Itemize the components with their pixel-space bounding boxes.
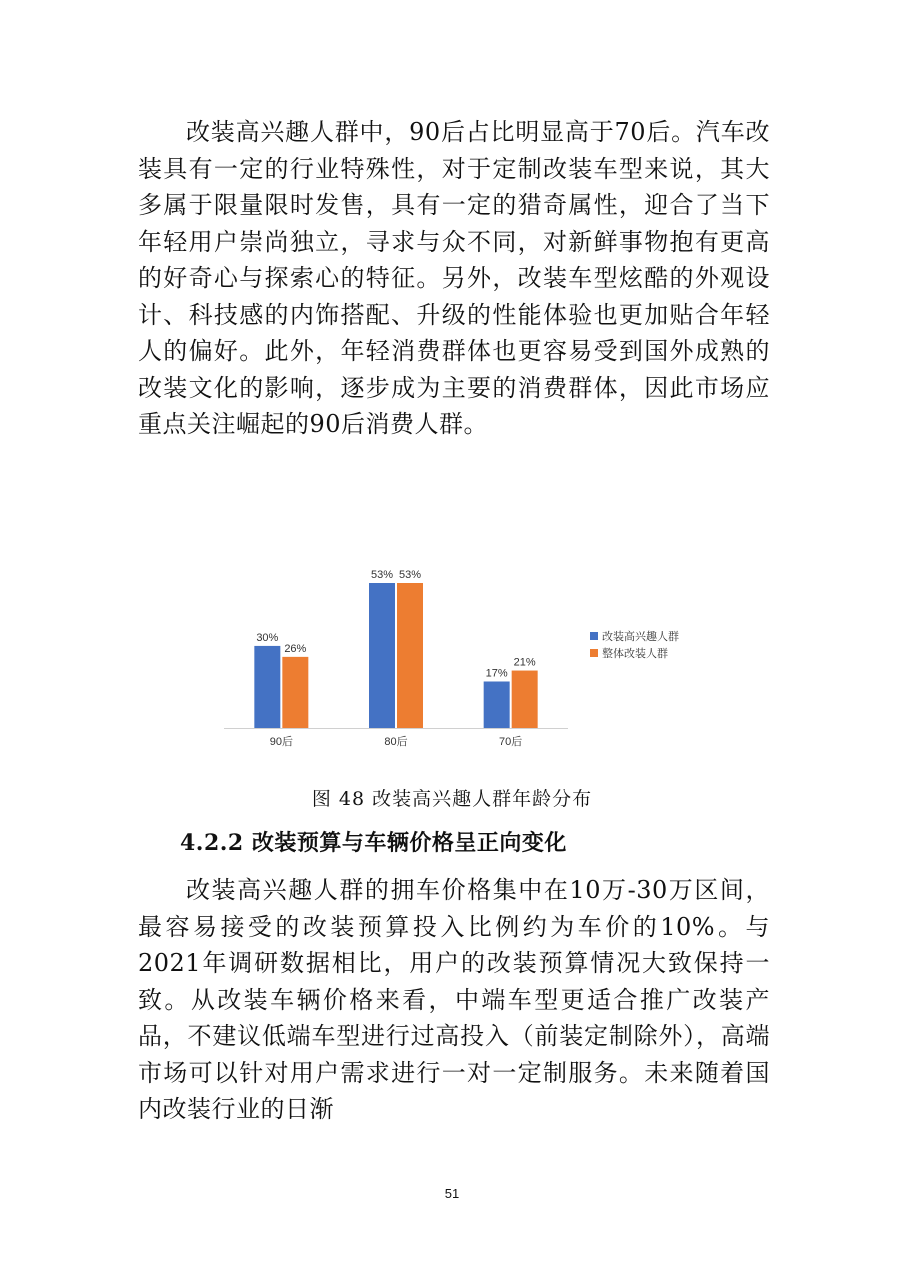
x-tick-label-90后: 90后 xyxy=(269,736,293,748)
data-label-90后-整体改装人群: 26% xyxy=(284,642,307,655)
bar-70后-改装高兴趣人群 xyxy=(484,681,510,728)
bar-80后-整体改装人群 xyxy=(397,583,423,728)
data-label-70后-改装高兴趣人群: 17% xyxy=(485,667,508,680)
data-label-90后-改装高兴趣人群: 30% xyxy=(256,631,279,644)
figure-caption: 图 48 改装高兴趣人群年龄分布 xyxy=(311,788,593,810)
data-label-70后-整体改装人群: 21% xyxy=(513,656,536,669)
legend-label-改装高兴趣人群: 改装高兴趣人群 xyxy=(602,631,679,643)
data-label-80后-整体改装人群: 53% xyxy=(398,569,422,581)
section-heading: 4.2.2 改装预算与车辆价格呈正向变化 xyxy=(180,830,567,856)
body-paragraph-1: 改装高兴趣人群中，90后占比明显高于70后。汽车改装具有一定的行业特殊性，对于定制改装车型来说，其大多属于限量限时发售，具有一定的猎奇属性，迎合了当下年轻用户崇尚独立，寻求与众不同，对新鲜事物抱有更高的好奇心与探索心的特征。另外，改装车型炫酷的外观设计、科技感的内饰搭配、升级的性能体验也更加贴合年轻人的偏好。此外，年轻消费群体也更容易受到国外成熟的改装文化的影响，逐步成为主要的消费群体，因此市场应重点关注崛起的90后消费人群。 xyxy=(138,118,770,438)
chart-svg xyxy=(224,550,704,770)
x-tick-label-70后: 70后 xyxy=(499,736,523,748)
x-tick-label-80后: 80后 xyxy=(384,736,408,748)
age-distribution-chart xyxy=(224,550,704,770)
bar-80后-改装高兴趣人群 xyxy=(369,583,395,728)
body-paragraph-2: 改装高兴趣人群的拥车价格集中在10万-30万区间，最容易接受的改装预算投入比例约为车价的10%。与2021年调研数据相比，用户的改装预算情况大致保持一致。从改装车辆价格来看，中端车型更适合推广改装产品，不建议低端车型进行过高投入（前装定制除外），高端市场可以针对用户需求进行一对一定制服务。未来随着国内改装行业的日渐 xyxy=(138,876,770,1123)
legend-swatch-改装高兴趣人群 xyxy=(590,632,598,640)
legend-label-整体改装人群: 整体改装人群 xyxy=(602,648,668,660)
data-label-80后-改装高兴趣人群: 53% xyxy=(370,569,394,581)
page-number: 51 xyxy=(444,1186,460,1201)
bar-90后-整体改装人群 xyxy=(282,657,308,728)
bar-90后-改装高兴趣人群 xyxy=(254,646,280,728)
legend-swatch-整体改装人群 xyxy=(590,649,598,657)
bar-70后-整体改装人群 xyxy=(512,671,538,728)
